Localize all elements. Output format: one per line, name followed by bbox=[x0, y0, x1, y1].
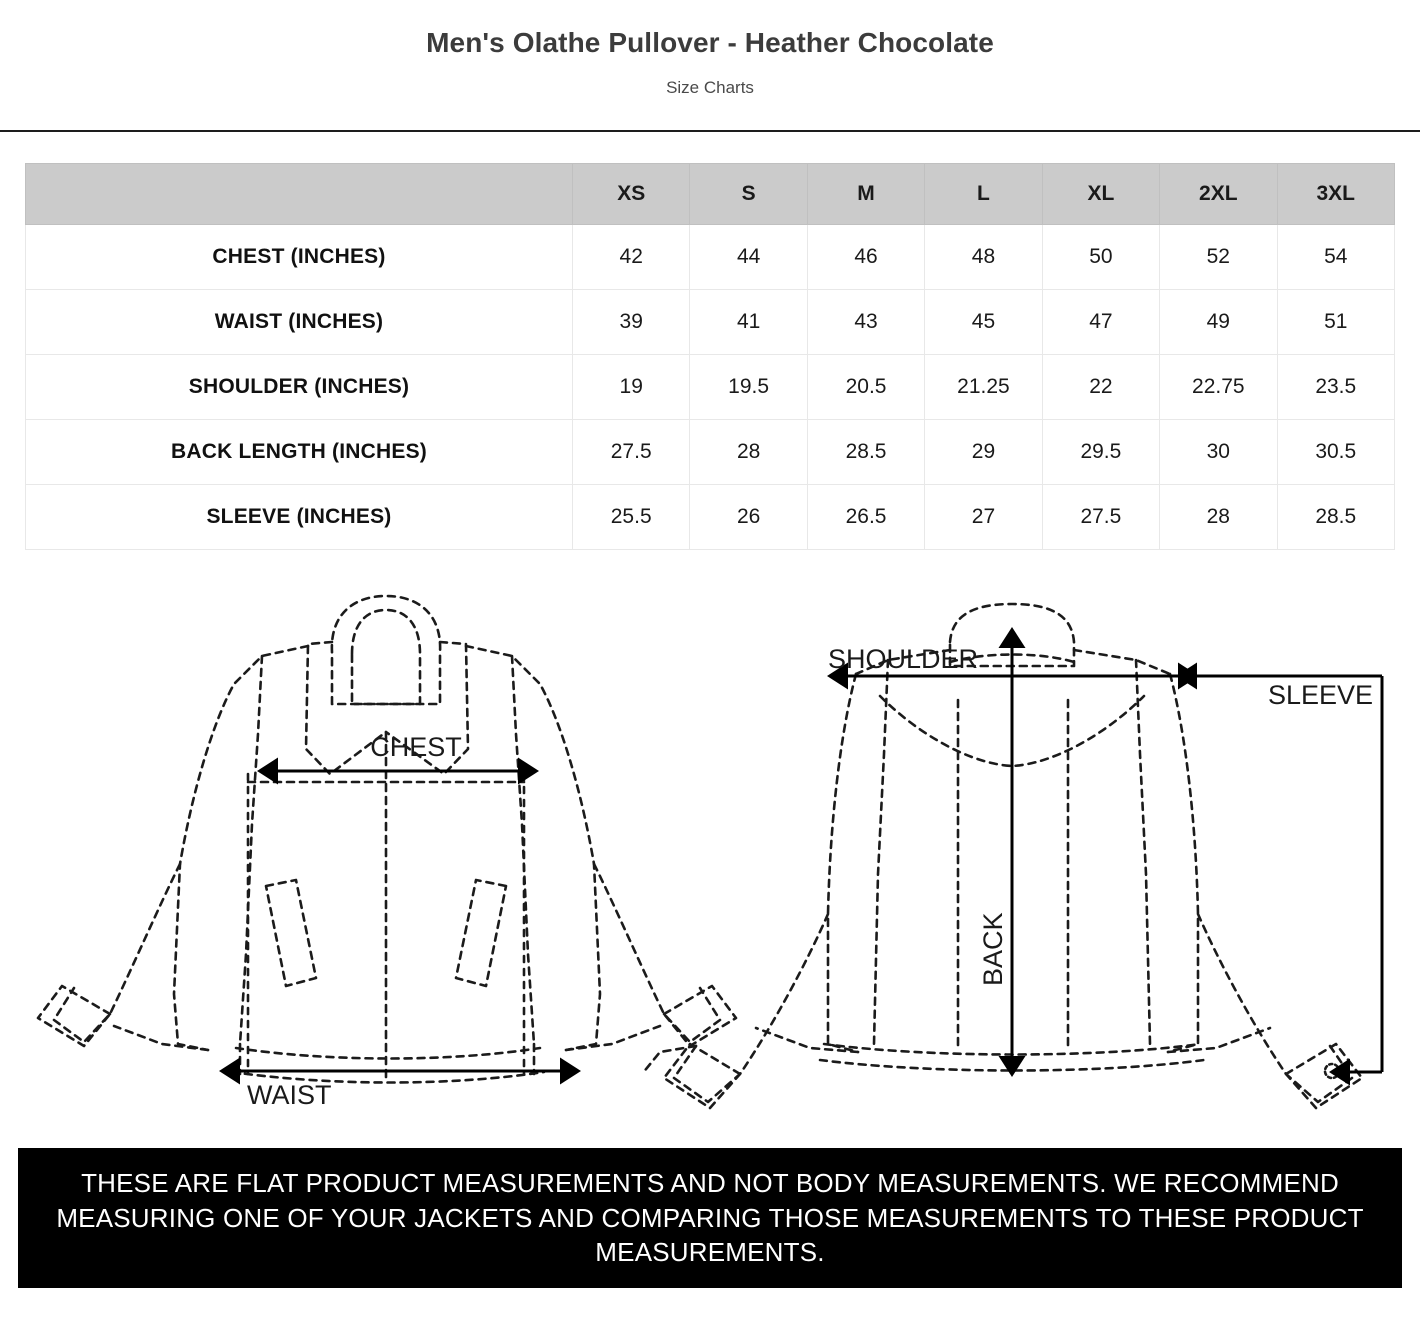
page-subtitle: Size Charts bbox=[666, 77, 754, 97]
chest-label: CHEST bbox=[370, 731, 462, 762]
cell-waist-l: 45 bbox=[925, 289, 1042, 354]
size-header-2xl: 2XL bbox=[1160, 163, 1277, 224]
table-row bbox=[26, 224, 1395, 289]
waist-label: WAIST bbox=[247, 1079, 332, 1110]
size-header-l: L bbox=[925, 163, 1042, 224]
cell-back-length-l: 29 bbox=[925, 419, 1042, 484]
cell-chest-s: 44 bbox=[690, 224, 807, 289]
cell-waist-2xl: 49 bbox=[1160, 289, 1277, 354]
cell-waist-s: 41 bbox=[690, 289, 807, 354]
cell-chest-2xl: 52 bbox=[1160, 224, 1277, 289]
sleeve-label: SLEEVE bbox=[1267, 679, 1373, 710]
table-header bbox=[26, 163, 1395, 224]
sleeve-measurement-arrow bbox=[1197, 676, 1382, 1072]
row-label-back-length: BACK LENGTH (INCHES) bbox=[26, 419, 573, 484]
cell-chest-m: 46 bbox=[807, 224, 924, 289]
cell-shoulder-l: 21.25 bbox=[925, 354, 1042, 419]
cell-sleeve-s: 26 bbox=[690, 484, 807, 549]
size-header-3xl: 3XL bbox=[1277, 163, 1394, 224]
cell-sleeve-l: 27 bbox=[925, 484, 1042, 549]
cell-shoulder-m: 20.5 bbox=[807, 354, 924, 419]
cell-sleeve-2xl: 28 bbox=[1160, 484, 1277, 549]
cell-back-length-s: 28 bbox=[690, 419, 807, 484]
cell-sleeve-m: 26.5 bbox=[807, 484, 924, 549]
row-label-waist: WAIST (INCHES) bbox=[26, 289, 573, 354]
cell-sleeve-xl: 27.5 bbox=[1042, 484, 1159, 549]
row-label-sleeve: SLEEVE (INCHES) bbox=[26, 484, 573, 549]
cell-shoulder-xl: 22 bbox=[1042, 354, 1159, 419]
cell-back-length-3xl: 30.5 bbox=[1277, 419, 1394, 484]
table-body bbox=[26, 224, 1395, 549]
page-header bbox=[0, 0, 1420, 132]
table-row bbox=[26, 419, 1395, 484]
cell-shoulder-3xl: 23.5 bbox=[1277, 354, 1394, 419]
disclaimer-text: THESE ARE FLAT PRODUCT MEASUREMENTS AND NOT BODY MEASUREMENTS. WE RECOMMEND MEASURING ONE OF YOUR JACKETS AND COMPARING THOSE MEASUREMENTS TO THESE PRODUCT MEASUREMENTS. bbox=[56, 1167, 1364, 1268]
size-table-container bbox=[25, 163, 1395, 550]
table-header-row bbox=[26, 163, 1395, 224]
cell-sleeve-xs: 25.5 bbox=[572, 484, 689, 549]
cell-shoulder-2xl: 22.75 bbox=[1160, 354, 1277, 419]
cell-sleeve-3xl: 28.5 bbox=[1277, 484, 1394, 549]
size-header-m: M bbox=[807, 163, 924, 224]
cell-shoulder-s: 19.5 bbox=[690, 354, 807, 419]
table-corner-cell bbox=[26, 163, 573, 224]
cell-chest-3xl: 54 bbox=[1277, 224, 1394, 289]
cell-waist-xl: 47 bbox=[1042, 289, 1159, 354]
table-row bbox=[26, 289, 1395, 354]
page-title: Men's Olathe Pullover - Heather Chocolate bbox=[426, 27, 994, 58]
measurement-diagram bbox=[0, 574, 1420, 1134]
size-header-xl: XL bbox=[1042, 163, 1159, 224]
table-row bbox=[26, 354, 1395, 419]
cell-waist-m: 43 bbox=[807, 289, 924, 354]
cell-waist-3xl: 51 bbox=[1277, 289, 1394, 354]
shoulder-label: SHOULDER bbox=[828, 643, 979, 674]
back-label: BACK bbox=[978, 912, 1008, 986]
back-jacket-illustration bbox=[642, 604, 1362, 1108]
cell-back-length-2xl: 30 bbox=[1160, 419, 1277, 484]
size-header-s: S bbox=[690, 163, 807, 224]
cell-chest-l: 48 bbox=[925, 224, 1042, 289]
front-jacket-illustration bbox=[38, 596, 736, 1083]
cell-back-length-xl: 29.5 bbox=[1042, 419, 1159, 484]
header-divider bbox=[0, 130, 1420, 132]
table-row bbox=[26, 484, 1395, 549]
row-label-shoulder: SHOULDER (INCHES) bbox=[26, 354, 573, 419]
row-label-chest: CHEST (INCHES) bbox=[26, 224, 573, 289]
size-header-xs: XS bbox=[572, 163, 689, 224]
cell-shoulder-xs: 19 bbox=[572, 354, 689, 419]
cell-back-length-m: 28.5 bbox=[807, 419, 924, 484]
size-chart-table bbox=[25, 163, 1395, 550]
cell-waist-xs: 39 bbox=[572, 289, 689, 354]
cell-chest-xl: 50 bbox=[1042, 224, 1159, 289]
cell-chest-xs: 42 bbox=[572, 224, 689, 289]
disclaimer-banner bbox=[18, 1148, 1402, 1288]
cell-back-length-xs: 27.5 bbox=[572, 419, 689, 484]
